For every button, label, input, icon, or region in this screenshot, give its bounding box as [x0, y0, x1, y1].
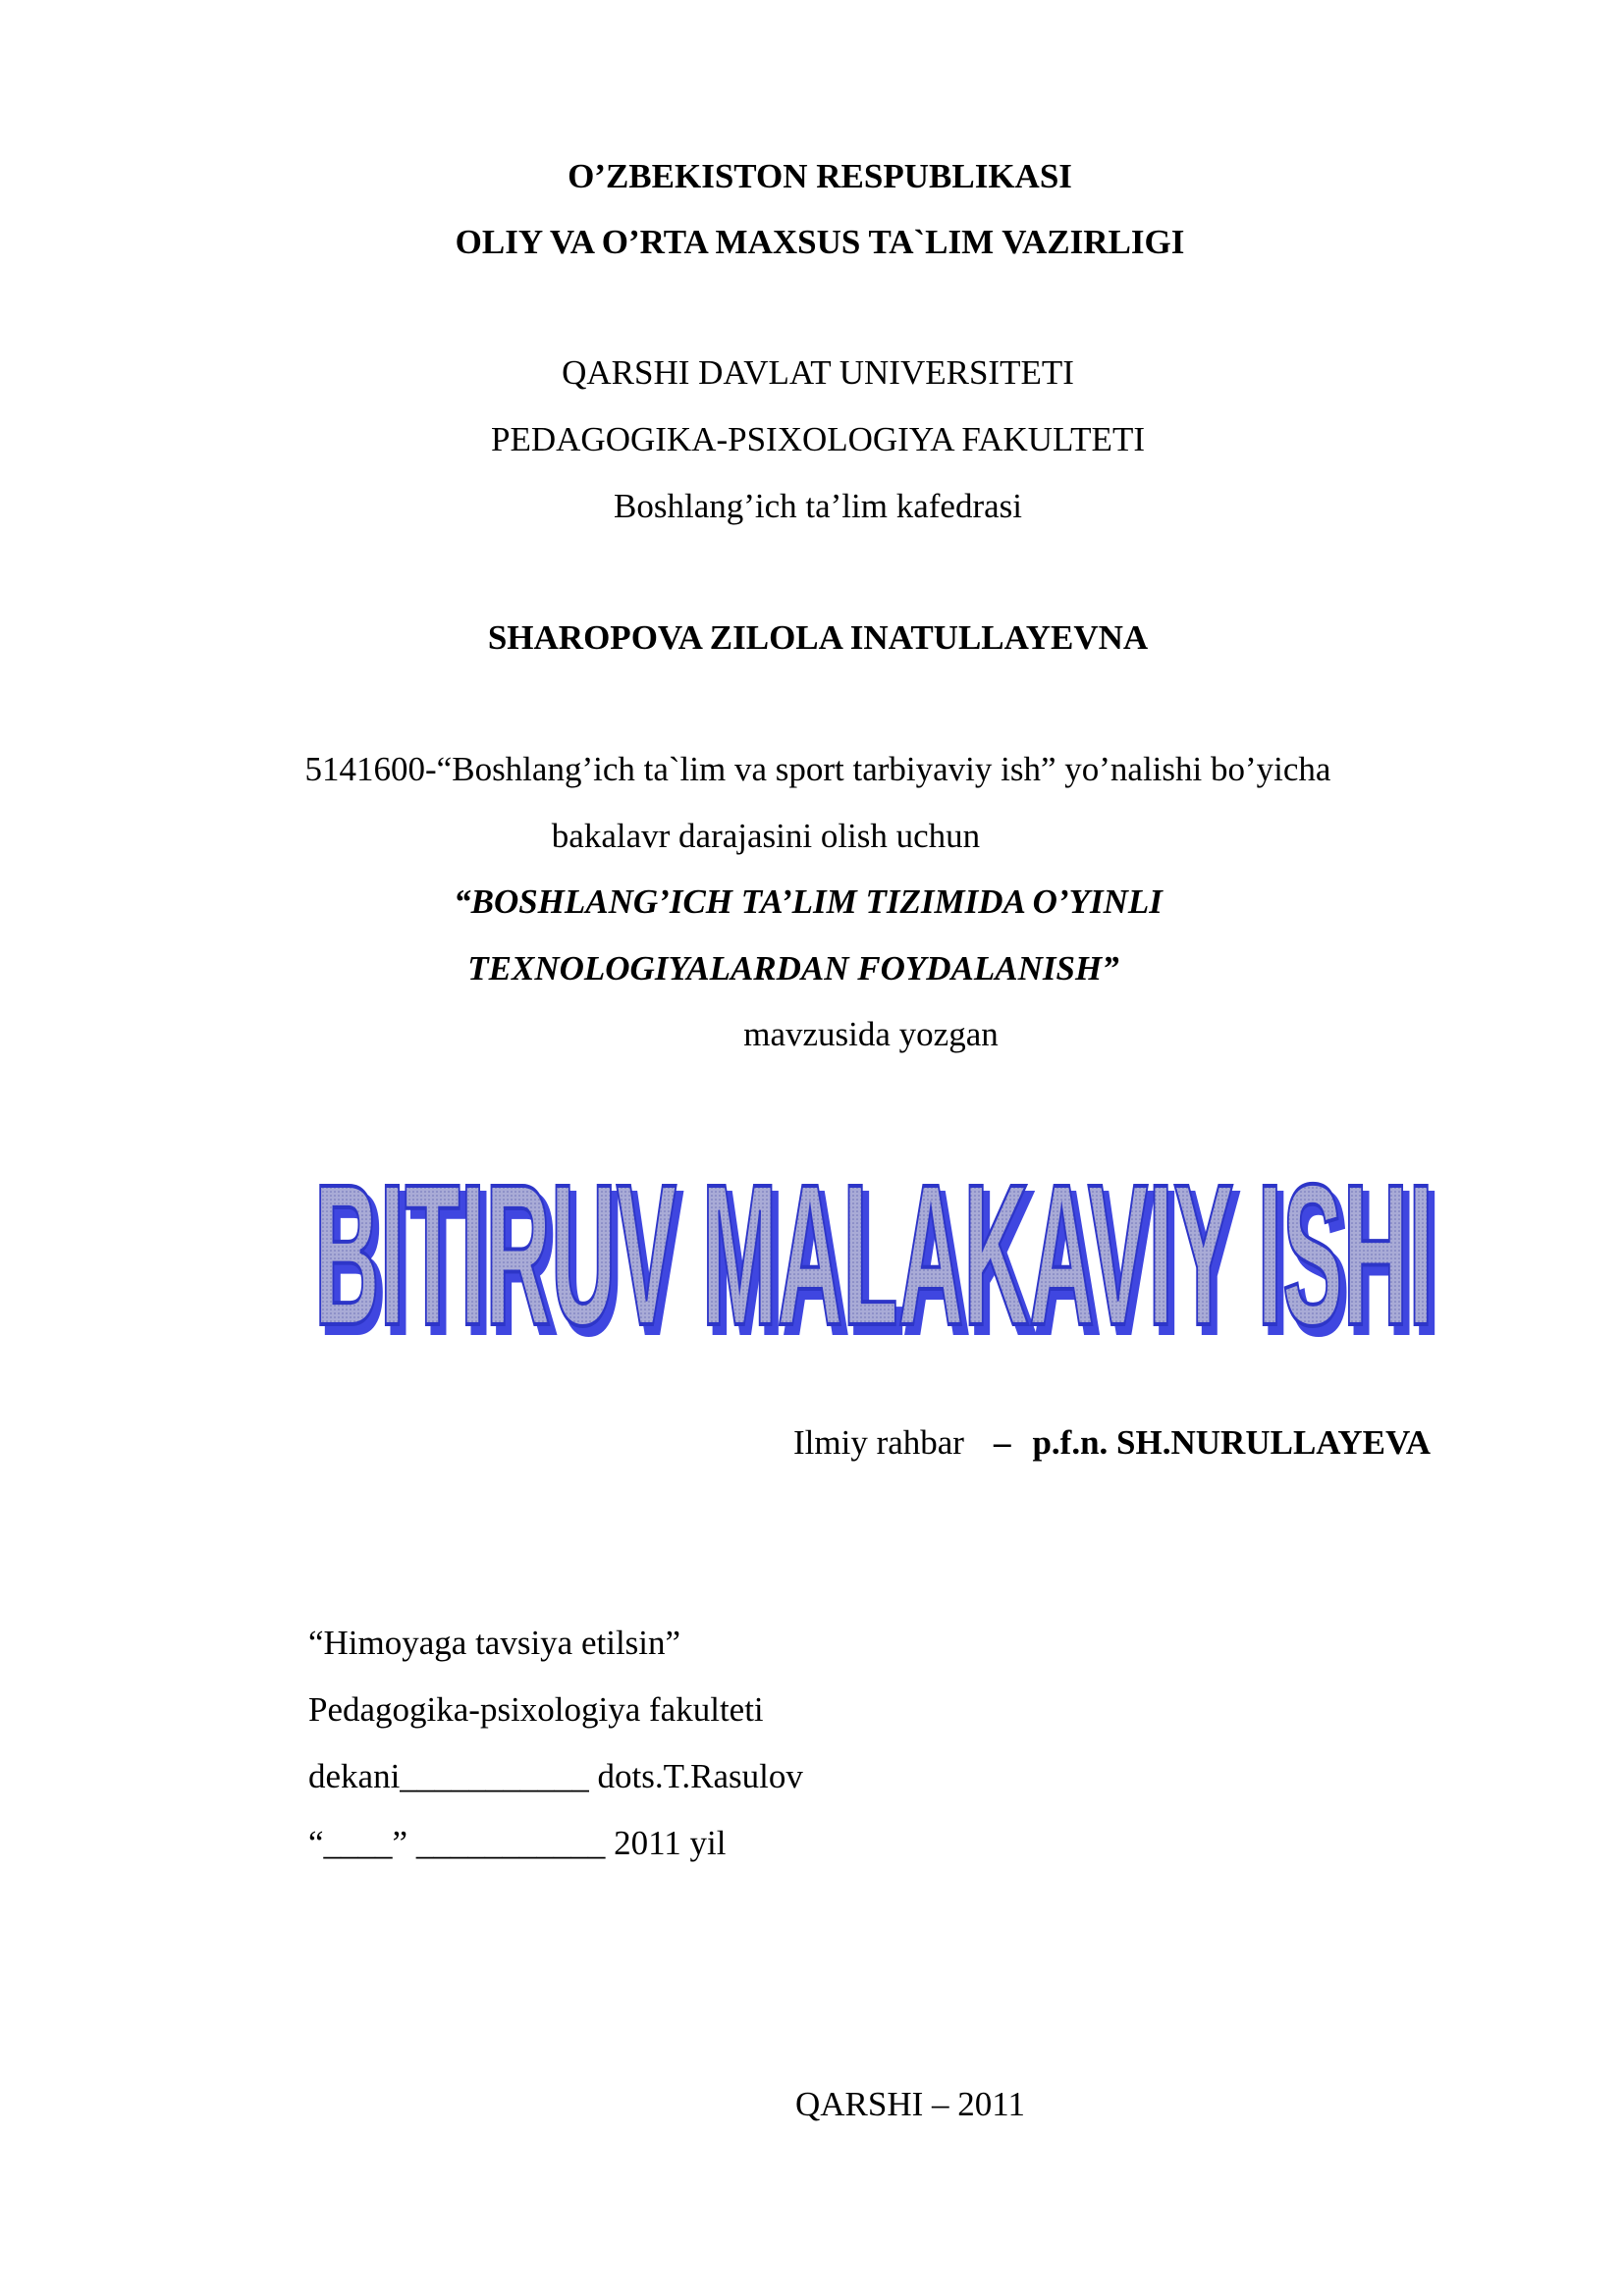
wordart-main-text: BITIRUV MALAKAVIY ISHI — [314, 1144, 1434, 1340]
specialty-line-1: 5141600-“Boshlang’ich ta`lim va sport tarbiyaviy ish” yo’nalishi bo’yicha — [304, 750, 1331, 788]
supervisor-name: p.f.n. SH.NURULLAYEVA — [1032, 1423, 1432, 1462]
author-name: SHAROPOVA ZILOLA INATULLAYEVNA — [487, 618, 1149, 657]
wordart-shadow-text: BITIRUV MALAKAVIY ISHI — [320, 1150, 1439, 1340]
ministry-line-2: OLIY VA O’RTA MAXSUS TA`LIM VAZIRLIGI — [455, 223, 1185, 261]
faculty-name: PEDAGOGIKA-PSIXOLOGIYA FAKULTETI — [491, 420, 1145, 458]
thesis-topic-suffix: mavzusida yozgan — [743, 1015, 999, 1053]
dean-signature-line: dekani___________ dots.T.Rasulov — [308, 1757, 803, 1795]
department-name: Boshlang’ich ta’lim kafedrasi — [614, 487, 1022, 525]
specialty-line-2: bakalavr darajasini olish uchun — [551, 817, 981, 855]
supervisor-label: Ilmiy rahbar — [793, 1423, 964, 1462]
thesis-topic-line-2: TEXNOLOGIYALARDAN FOYDALANISH” — [467, 949, 1119, 988]
recommendation-line-2: Pedagogika-psixologiya fakulteti — [308, 1690, 764, 1729]
university-name: QARSHI DAVLAT UNIVERSITETI — [562, 353, 1074, 392]
recommendation-line-1: “Himoyaga tavsiya etilsin” — [308, 1624, 681, 1662]
supervisor-line — [793, 1421, 1431, 1465]
wordart-title — [291, 1144, 1453, 1340]
date-line: “____” ___________ 2011 yil — [308, 1824, 727, 1862]
ministry-line-1: O’ZBEKISTON RESPUBLIKASI — [568, 157, 1072, 195]
supervisor-dash: – — [993, 1423, 1011, 1462]
thesis-topic-line-1: “BOSHLANG’ICH TA’LIM TIZIMIDA O’YINLI — [454, 882, 1163, 921]
wordart-graphic — [291, 1144, 1453, 1340]
city-year: QARSHI – 2011 — [795, 2085, 1025, 2123]
